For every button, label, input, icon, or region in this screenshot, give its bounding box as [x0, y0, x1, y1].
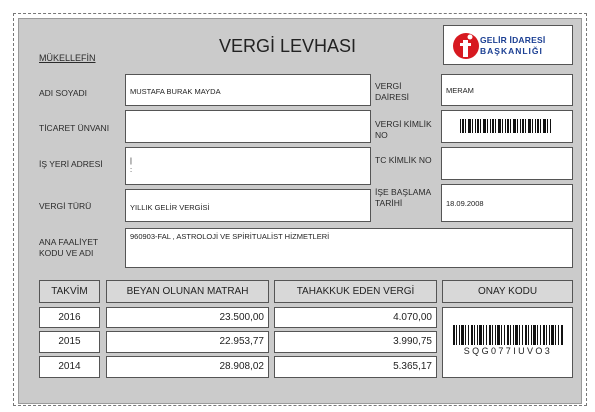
- ticaret-unvani-label: TİCARET ÜNVANI: [39, 123, 110, 133]
- ana-faaliyet-field: [125, 228, 573, 268]
- vergi-cell: 3.990,75: [274, 331, 437, 353]
- header-onay-kodu: ONAY KODU: [442, 280, 573, 303]
- vergi-dairesi-label-1: VERGİ: [375, 81, 402, 91]
- takvim-cell: 2014: [39, 356, 100, 378]
- vergi-turu-value: YILLIK GELİR VERGİSİ: [130, 203, 210, 212]
- gib-logo-icon: [452, 31, 480, 61]
- vergi-turu-label: VERGİ TÜRÜ: [39, 201, 92, 211]
- vergi-levhasi-sheet: [18, 18, 582, 404]
- header-tahakkuk-eden-vergi: TAHAKKUK EDEN VERGİ: [274, 280, 437, 303]
- vergi-turu-field: [125, 189, 371, 222]
- vergi-kimlik-field: [441, 110, 573, 143]
- is-yeri-adresi-line-2: :: [130, 165, 133, 174]
- vergi-kimlik-label-1: VERGİ KİMLİK: [375, 119, 432, 129]
- ana-faaliyet-value: 960903-FAL , ASTROLOJİ VE SPİRİTUALİST HİZMETLERİ: [130, 232, 330, 241]
- onay-kodu-barcode: [453, 325, 563, 345]
- onay-kodu-field: [442, 307, 573, 378]
- ana-faaliyet-label-2: KODU VE ADI: [39, 248, 94, 258]
- adi-soyadi-field: [125, 74, 371, 106]
- matrah-cell: 23.500,00: [106, 307, 269, 328]
- logo-line-1: GELİR İDARESİ: [480, 35, 546, 45]
- ise-baslama-label-2: TARİHİ: [375, 198, 403, 208]
- tc-kimlik-label: TC KİMLİK NO: [375, 155, 432, 165]
- ise-baslama-value: 18.09.2008: [446, 199, 484, 208]
- ana-faaliyet-label-1: ANA FAALİYET: [39, 237, 99, 247]
- is-yeri-adresi-line-1: |: [130, 156, 132, 165]
- is-yeri-adresi-label: İŞ YERİ ADRESİ: [39, 159, 103, 169]
- vergi-kimlik-barcode: [460, 119, 552, 133]
- header-takvim: TAKVİM: [39, 280, 100, 303]
- ticaret-unvani-field: [125, 110, 371, 143]
- takvim-cell: 2015: [39, 331, 100, 353]
- gib-logo: [443, 25, 573, 65]
- adi-soyadi-value: MUSTAFA BURAK MAYDA: [130, 87, 221, 96]
- is-yeri-adresi-field: [125, 147, 371, 185]
- page-title: VERGİ LEVHASI: [219, 36, 357, 56]
- matrah-cell: 28.908,02: [106, 356, 269, 378]
- ise-baslama-field: [441, 184, 573, 222]
- vergi-dairesi-label-2: DAİRESİ: [375, 92, 410, 102]
- header-beyan-olunan-matrah: BEYAN OLUNAN MATRAH: [106, 280, 269, 303]
- ise-baslama-label-1: İŞE BAŞLAMA: [375, 187, 432, 197]
- tc-kimlik-field: [441, 147, 573, 180]
- vergi-dairesi-value: MERAM: [446, 86, 474, 95]
- mukellefin-label: MÜKELLEFİN: [39, 53, 96, 63]
- vergi-cell: 5.365,17: [274, 356, 437, 378]
- adi-soyadi-label: ADI SOYADI: [39, 88, 88, 98]
- vergi-cell: 4.070,00: [274, 307, 437, 328]
- logo-line-2: BAŞKANLIĞI: [480, 46, 543, 56]
- vergi-dairesi-field: [441, 74, 573, 106]
- vergi-kimlik-label-2: NO: [375, 130, 388, 140]
- matrah-cell: 22.953,77: [106, 331, 269, 353]
- takvim-cell: 2016: [39, 307, 100, 328]
- onay-kodu-value: SQG077IUVO3: [463, 346, 553, 356]
